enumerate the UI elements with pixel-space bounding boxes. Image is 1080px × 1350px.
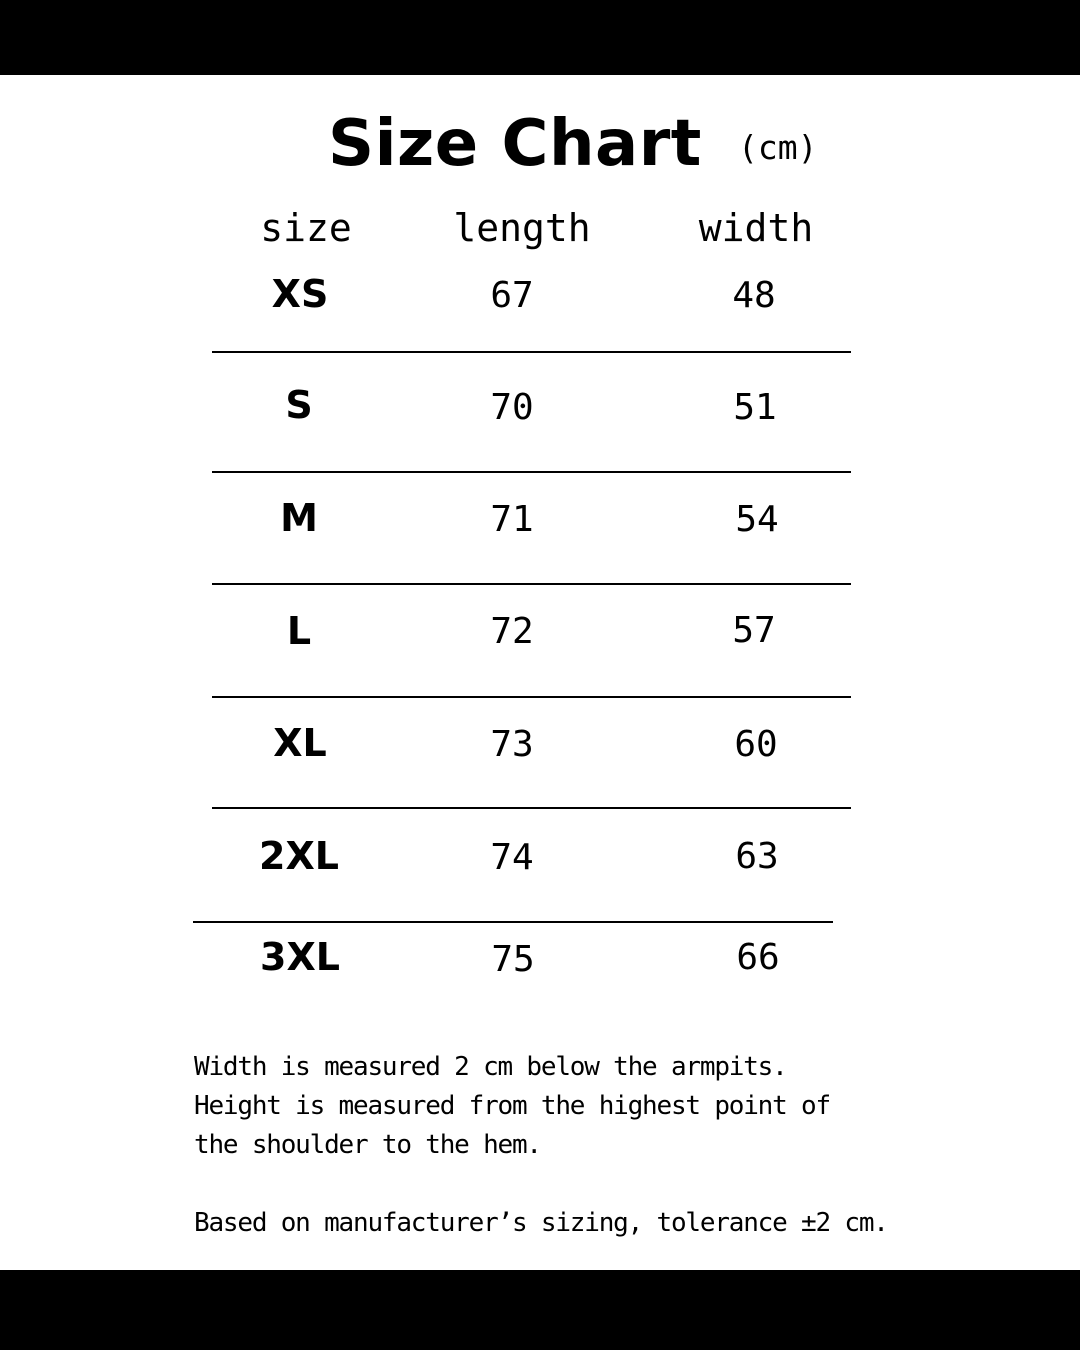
unit-label: (cm) (738, 128, 818, 167)
bottom-black-bar (0, 1270, 1080, 1350)
size-cell: S (285, 383, 313, 427)
note-spacer (194, 1165, 954, 1204)
tolerance-footnote: Based on manufacturer’s sizing, tolerance ±2 cm. (194, 1208, 888, 1238)
length-cell: 74 (490, 837, 534, 878)
width-cell: 60 (734, 724, 778, 765)
size-cell: 2XL (259, 834, 339, 878)
length-cell: 70 (490, 387, 534, 428)
row-divider (212, 696, 851, 698)
size-cell: 3XL (260, 935, 340, 979)
size-cell: XS (271, 272, 329, 316)
row-divider (193, 921, 833, 923)
top-black-bar (0, 0, 1080, 75)
width-cell: 63 (735, 836, 779, 877)
length-cell: 71 (490, 499, 534, 540)
row-divider (212, 807, 851, 809)
column-header-width: width (698, 206, 814, 250)
note-line: Width is measured 2 cm below the armpits. (194, 1052, 787, 1082)
length-cell: 75 (491, 939, 535, 980)
length-cell: 67 (490, 275, 534, 316)
width-cell: 66 (736, 937, 780, 978)
length-cell: 72 (490, 611, 534, 652)
width-cell: 51 (733, 387, 777, 428)
length-cell: 73 (490, 724, 534, 765)
note-line: Height is measured from the highest point of (194, 1091, 830, 1121)
row-divider (212, 471, 851, 473)
column-header-length: length (453, 206, 591, 250)
page-title: Size Chart (328, 107, 702, 181)
width-cell: 54 (735, 499, 779, 540)
column-header-size: size (260, 206, 352, 250)
width-cell: 48 (732, 275, 776, 316)
row-divider (212, 351, 851, 353)
note-line: the shoulder to the hem. (194, 1130, 541, 1160)
width-cell: 57 (732, 610, 776, 651)
measurement-notes (194, 1048, 954, 1243)
row-divider (212, 583, 851, 585)
size-cell: L (286, 609, 312, 653)
size-cell: XL (273, 721, 327, 765)
size-cell: M (280, 496, 318, 540)
